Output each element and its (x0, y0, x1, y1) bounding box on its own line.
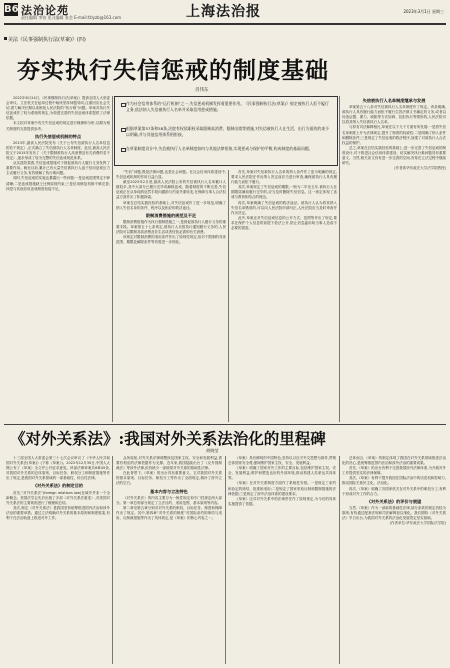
paragraph: 首先,“对外关系法”(foreign relations law)在域外并非一个全新概念。美国法学会先后出版了多部《对外关系法重述》,对美国对外关系法的主要规则进行了梳理和总结。 (6, 490, 110, 505)
paragraph: 《草案》在对外关系制度方面作了系统性安排。一是规定了条约和协定的缔结、批准和适用;二是规定了国家采取反制和限制措施的法律依据;三是规定了涉外法治体系的建设要求。 (228, 481, 336, 496)
kicker-square-icon (4, 37, 7, 40)
paragraph: 本文拟对草案中有关失信惩戒的规定进行梳理和分析,以期为相关制度的完善提供参考。 (6, 121, 110, 131)
subheading: 限制消费措施的规范及不足 (145, 212, 197, 218)
article2-column-4 (342, 456, 446, 664)
article1-column-2 (116, 170, 226, 422)
section-number: B6 (4, 4, 19, 15)
paragraph: 再次,《草案》明确了各国家机关在对外关系中的职权分工,有利于形成对外工作的合力。 (342, 486, 446, 496)
page-header (0, 0, 450, 24)
article1-column-3 (231, 170, 337, 422)
paragraph: 众所周知,对外关系法律调整涉及国家主权、安全和发展利益,需要有相应的法律依据作为支撑。近年来,我国陆续出台了《反外国制裁法》等涉外法律,但仍缺少一部统领对外关系的基础性法律。 (116, 456, 222, 471)
subheading: 失信被执行人名单制度继承与发展 (362, 98, 426, 103)
article2-headline: 《对外关系法》:我国对外关系法治化的里程碑 (10, 429, 326, 448)
paragraph: 总体而言,《草案》的制定体现了我国在对外关系领域推进法治化的决心,是统筹推进国内法治和涉外法治的重要成果。 (342, 456, 446, 466)
paragraph: 在此背景下,《草案》的出台具有重要意义。它对我国对外关系的基本原则、目标任务、职权分工等作出了全面规定,填补了涉外立法的空白。 (116, 471, 222, 486)
paragraph: 首先,《草案》的出台有利于完善我国涉外法律体系,为开展对外工作提供坚实的法律保障。 (342, 466, 446, 476)
column-divider (112, 96, 113, 422)
paragraph: 该规定对限制消费的适用条件作出了原则性规定,但对于限制的具体范围、期限及解除条件等仍需进一步细化。 (116, 235, 226, 245)
paragraph: 2022年6月24日,《民事强制执行法(草案)》提请全国人大常委会审议。立法机关在起草过程中始终坚持问题导向,注重回应社会关切,着力解决长期以来困扰人民法院的“执行难”问题。草案对执行失信惩戒作了较为系统的规定,为构建完善的失信惩戒体系提供了法律依据。 (6, 96, 110, 121)
article1-byline: 肖伟东 (195, 88, 209, 93)
paragraph: 十三届全国人大常委会第三十七次会议审议了《中华人民共和国对外关系法(草案)》(下称《草案》)。2022年12月30日,中国人大网公布了《草案》全文并公开征求意见。该部法律草案共6章45条,对我国对外关系的总体原则、目标任务、职权分工和制度措施等作出了规定,是我国对外关系领域的一部基础性、综合性法律。 (6, 456, 110, 481)
column-divider (225, 456, 226, 664)
summary-item: 作为社会信用体系的“运行机制”之一,失信惩戒机制发挥着重要作用。《民事强制执行法(草案)》规定被执行人拒不履行义务,依法纳入失信被执行人名单并采取信用惩戒措施。 (121, 101, 331, 112)
paragraph: 《草案》具有鲜明的中国特色,坚持以习近平外交思想为指导,贯彻总体国家安全观,强调维护国家主权、安全、发展利益。 (228, 456, 336, 466)
paragraph: 首先,草案对失信被执行人名单的纳入条件作了更为明确的规定,要求人民法院在作出纳入决定前应当进行审查,确保被执行人具有履行能力而拒不履行。 (231, 170, 337, 185)
paragraph: 2013年,最高人民法院发布《关于公布失信被执行人名单信息的若干规定》,正式确立了失信被执行人名单制度。此后,最高人民法院又于2015年发布了《关于限制被执行人高消费及有关消费的若干规定》,逐步形成了较为完整的失信惩戒规范体系。 (6, 140, 110, 161)
checkbox-square-icon (121, 148, 126, 153)
paragraph: 草案第五十八条对失信被执行人名单制度作了规定。该条明确,被执行人具有履行能力而拒不履行生效法律文书确定的义务,或者以伪造证据、暴力、威胁等方法妨碍、抗拒执行等情形的,人民法院可以将其纳入失信被执行人名单。 (342, 105, 446, 125)
issue-date: 2023年3月1日 星期三 (403, 9, 444, 14)
article1-column-4 (342, 96, 446, 422)
header-rule (4, 23, 446, 25)
paragraph: 与原有司法解释相比,草案在以下几个方面有所发展:一是将失信名单制度上升为法律规定,提升了制度的权威性;二是明确了纳入条件和删除条件;三是规定了失信惩戒的救济程序,加强了对被执行人合法权益的保护。 (342, 125, 446, 145)
article1-column-1 (6, 96, 110, 422)
newspaper-masthead: 上海法治报 (186, 4, 261, 20)
article1-headline: 夯实执行失信惩戒的制度基础 (17, 57, 329, 84)
paragraph: 第二章至第五章分别对对外关系的职权、目标任务、制度和保障作出了规定。其中,第四章“对外关系的制度”对国际条约的缔结与适用、反制裁措施等作出了具体规定,是《草案》的核心内容之一。 (116, 505, 222, 521)
column-divider (339, 96, 340, 422)
paragraph: 同时,失信惩戒的实施也暴露出一些问题:一是惩戒范围界定不够清晰;二是惩戒措施缺乏比例原则约束;三是信用修复机制不够完善;四是与其他信用惩戒制度衔接不足。 (6, 176, 110, 191)
subheading: 基本内容与立法特色 (150, 488, 188, 494)
article2-column-1 (6, 456, 110, 664)
paragraph: 《草案》明确了国家对外工作的主要目标,包括维护国家主权、安全、发展利益,维护和塑造良好的外部环境,推动构建人类命运共同体等。 (228, 466, 336, 481)
article2-column-3 (228, 456, 336, 664)
checkbox-square-icon (121, 128, 126, 133)
column-divider (112, 456, 113, 664)
paragraph: 草案在总结实践经验的基础上,对失信惩戒作了进一步规范,明确了纳入失信名单的条件、程序以及相应的救济途径。 (116, 200, 226, 210)
paragraph: 《草案》还对对外关系中的法律责任作了原则规定,为今后的具体实施提供了依据。 (228, 496, 336, 506)
section-divider (4, 424, 446, 425)
section-name: 法治论苑 (21, 4, 69, 17)
summary-item: 根据草案第57条和58条,法院有权依职权采取限制高消费、限制出境等措施,对失信被执行人在生活、出行方面的约束予以明确,并与其他信用体系相衔接。 (121, 126, 331, 137)
checkbox-square-icon (121, 103, 126, 108)
paragraph: 截至2023年2月底,最高人民法院公布的失信被执行人名单累计人数较多,其中大部分已履行完毕或解除惩戒。随着制度的不断完善,失信惩戒正在从单纯的惩罚手段向激励与约束并重转变,在保障当事人合法权益方面作出了积极探索。 (116, 180, 226, 200)
subheading: 《对外关系法》的制定目的 (32, 483, 84, 489)
author-credit: (作者单位:华东政法大学国际法学院) (389, 521, 446, 526)
paragraph: 《对外关系法》的内容主要分为一般性规定和专门性规定两大部分。第一章总则部分规定了立法目的、适用范围、基本原则等内容。 (116, 495, 222, 505)
paragraph: 再次,草案明确了失信惩戒的救济途径。被执行人认为将其纳入失信名单错误的,可以向人民法院申请纠正,人民法院应当及时审查并作出决定。 (231, 200, 337, 215)
paragraph: 其次,《草案》有利于提升我国在国际法治中的话语权和影响力,推动国际关系民主化、法治化。 (342, 476, 446, 486)
subheading: 执行失信惩戒机制的特点 (34, 133, 82, 139)
paragraph: 从实践效果看,失信惩戒措施对于督促被执行人履行义务发挥了重要作用。截至目前,累计已有大量失信被执行人迫于信用惩戒压力主动履行义务,有效缓解了执行难问题。 (6, 161, 110, 176)
paragraph: 此外,草案还对失信惩戒信息的公开方式、范围等作出了规定,要求在保护个人信息的前提下依法公开,防止信息滥用给当事人造成不必要的损害。 (231, 215, 337, 231)
article1-summary-box (114, 96, 338, 166)
paragraph: 总之,草案在总结实践经验的基础上,进一步完善了失信惩戒的制度设计,对于推进社会信用体系建设、切实解决执行难问题具有重要意义。当然,相关条文仍有进一步完善的空间,有待在立法过程中继续研究。 (342, 145, 446, 166)
column-divider (228, 170, 229, 422)
paragraph: 其次,制定《对外关系法》是我国坚持统筹推进国内法治和涉外法治的重要举措。通过立法明确对外关系的基本原则和制度框架,有利于在法治轨道上推进对外工作。 (6, 505, 110, 521)
subheading: 《对外关系法》的评价与展望 (366, 498, 422, 504)
paragraph: 限制消费措施作为执行强制措施之一,是督促被执行人履行义务的重要手段。草案第五十七条规定,被执行人未按执行通知履行义务的,人民法院可以限制其高消费及非生活或者经营必需的有关消费。 (116, 219, 226, 235)
article2-byline: 胡晓莹 (206, 448, 219, 453)
paragraph: 其次,草案规定了失信惩戒的期限,一般为二年至五年,被执行人在期限届满前履行完毕的,应当及时删除失信信息。这一规定体现了惩戒与教育相结合的理念。 (231, 185, 337, 200)
paragraph: 当然,《草案》作为一部新的基础性法律,部分条款的规定仍较为原则,有待通过配套法规和司法解释加以细化。我们期待《对外关系法》早日出台,为我国对外关系的法治化发展奠定坚实基础。 (342, 505, 446, 521)
article2-column-2 (116, 456, 222, 664)
paragraph: “失信”问题,既是法律问题,也是社会问题。在社会信用体系建设中,失信惩戒机制的作用日益凸显。 (116, 170, 226, 180)
article1-kicker: 美法《民事强制执行法(草案)》(四) (8, 37, 86, 43)
editor-info: 责任编辑 李容 见习编辑 张会 E-mail:fzlyzb@163.com (21, 15, 122, 20)
column-divider (339, 456, 340, 664)
author-credit: (作者系华东政法大学法学院教授) (394, 166, 446, 171)
summary-item: 在草案制度设计中,失信被执行人名单制度如何与其他法律衔接,实现惩戒与保护的平衡,构成制度的基础问题。 (121, 146, 331, 152)
